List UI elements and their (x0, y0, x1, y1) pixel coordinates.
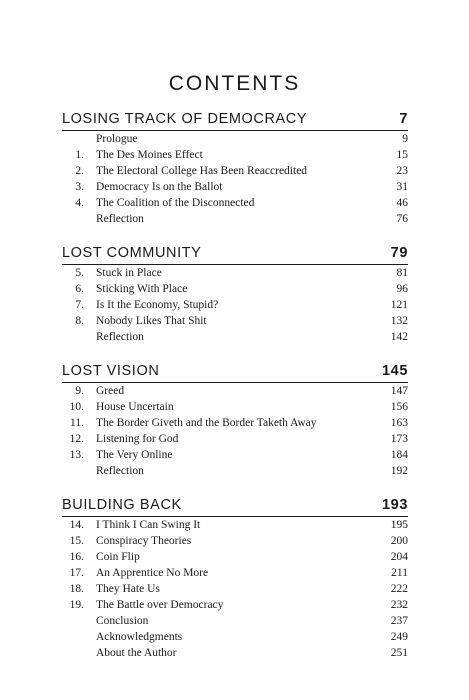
toc-entry (62, 549, 408, 565)
toc-entry (62, 147, 408, 163)
chapter-page-number: 251 (390, 647, 408, 659)
chapter-number: 2. (75, 165, 84, 177)
chapter-number: 10. (69, 401, 84, 413)
toc-part (62, 362, 408, 479)
chapter-title: Is It the Economy, Stupid? (96, 299, 219, 311)
toc-entry (62, 383, 408, 399)
chapter-title: The Battle over Democracy (96, 599, 224, 611)
chapter-page-number: 156 (390, 401, 408, 413)
chapter-title: I Think I Can Swing It (96, 519, 201, 531)
chapter-number: 11. (70, 417, 84, 429)
chapter-number: 7. (75, 299, 84, 311)
part-page-number: 7 (399, 111, 408, 127)
chapter-number: 17. (69, 567, 84, 579)
chapter-number: 14. (69, 519, 84, 531)
part-heading (62, 244, 408, 265)
chapter-page-number: 222 (390, 583, 408, 595)
chapter-title: The Border Giveth and the Border Taketh Away (96, 417, 317, 429)
chapter-title: Reflection (96, 331, 144, 343)
toc-entry (62, 581, 408, 597)
chapter-page-number: 9 (402, 133, 408, 145)
chapter-title: Listening for God (96, 433, 179, 445)
toc-entry (62, 431, 408, 447)
chapter-page-number: 237 (390, 615, 408, 627)
toc-entry (62, 533, 408, 549)
chapter-page-number: 173 (390, 433, 408, 445)
chapter-page-number: 195 (390, 519, 408, 531)
chapter-number: 19. (69, 599, 84, 611)
toc-entry (62, 313, 408, 329)
chapter-page-number: 15 (396, 149, 408, 161)
part-heading (62, 362, 408, 383)
toc-entry (62, 297, 408, 313)
chapter-number: 16. (69, 551, 84, 563)
part-title: LOSING TRACK OF DEMOCRACY (62, 111, 308, 127)
toc-entry (62, 265, 408, 281)
chapter-title: Sticking With Place (96, 283, 188, 295)
toc-entry (62, 179, 408, 195)
toc-entry (62, 565, 408, 581)
toc-entry (62, 329, 408, 345)
chapter-title: Coin Flip (96, 551, 140, 563)
part-title: LOST VISION (62, 363, 160, 379)
chapter-title: Acknowledgments (96, 631, 183, 643)
toc-entry (62, 163, 408, 179)
chapter-number: 12. (69, 433, 84, 445)
part-heading (62, 496, 408, 517)
part-heading (62, 110, 408, 131)
chapter-page-number: 76 (396, 213, 408, 225)
chapter-title: An Apprentice No More (96, 567, 209, 579)
chapter-page-number: 23 (396, 165, 408, 177)
chapter-page-number: 200 (390, 535, 408, 547)
chapter-number: 15. (69, 535, 84, 547)
part-page-number: 79 (390, 245, 408, 261)
chapter-page-number: 163 (390, 417, 408, 429)
toc-entry (62, 399, 408, 415)
chapter-title: Reflection (96, 465, 144, 477)
chapter-number: 8. (75, 315, 84, 327)
part-page-number: 193 (382, 497, 408, 513)
toc-entry (62, 629, 408, 645)
toc-entry (62, 131, 408, 147)
toc-entry (62, 195, 408, 211)
toc-entry (62, 281, 408, 297)
chapter-title: The Electoral College Has Been Reaccredited (96, 165, 308, 177)
chapter-page-number: 46 (396, 197, 408, 209)
chapter-page-number: 132 (390, 315, 408, 327)
chapter-number: 3. (75, 181, 84, 193)
chapter-number: 9. (75, 385, 84, 397)
toc-part (62, 110, 408, 227)
part-title: LOST COMMUNITY (62, 245, 202, 261)
chapter-page-number: 31 (396, 181, 408, 193)
chapter-title: Prologue (96, 133, 138, 145)
chapter-title: Conclusion (96, 615, 149, 627)
chapter-title: The Coalition of the Disconnected (96, 197, 255, 209)
chapter-page-number: 121 (390, 299, 408, 311)
chapter-number: 18. (69, 583, 84, 595)
toc-entry (62, 415, 408, 431)
toc-entry (62, 645, 408, 661)
chapter-number: 5. (75, 267, 84, 279)
toc-entry (62, 597, 408, 613)
chapter-number: 4. (75, 197, 84, 209)
toc-entry (62, 211, 408, 227)
part-title: BUILDING BACK (62, 497, 182, 513)
chapter-page-number: 204 (390, 551, 408, 563)
chapter-title: Democracy Is on the Ballot (96, 181, 223, 193)
chapter-title: Conspiracy Theories (96, 535, 192, 547)
toc-entry (62, 517, 408, 533)
toc-part (62, 244, 408, 345)
chapter-page-number: 81 (396, 267, 408, 279)
chapter-number: 6. (75, 283, 84, 295)
chapter-page-number: 192 (390, 465, 408, 477)
chapter-page-number: 211 (391, 567, 408, 579)
chapter-title: Greed (96, 385, 125, 397)
chapter-number: 13. (69, 449, 84, 461)
chapter-number: 1. (75, 149, 84, 161)
toc-part (62, 496, 408, 661)
page-title: CONTENTS (168, 72, 301, 95)
toc-entry (62, 613, 408, 629)
table-of-contents (62, 110, 408, 678)
part-page-number: 145 (382, 363, 408, 379)
chapter-page-number: 147 (390, 385, 408, 397)
chapter-title: Nobody Likes That Shit (96, 315, 207, 327)
chapter-title: Stuck in Place (96, 267, 162, 279)
chapter-page-number: 249 (390, 631, 408, 643)
chapter-title: The Des Moines Effect (96, 149, 203, 161)
chapter-page-number: 142 (390, 331, 408, 343)
chapter-page-number: 96 (396, 283, 408, 295)
chapter-title: They Hate Us (96, 583, 160, 595)
chapter-page-number: 232 (390, 599, 408, 611)
toc-entry (62, 447, 408, 463)
chapter-title: About the Author (96, 647, 177, 659)
chapter-page-number: 184 (390, 449, 408, 461)
chapter-title: House Uncertain (96, 401, 174, 413)
chapter-title: Reflection (96, 213, 144, 225)
toc-entry (62, 463, 408, 479)
chapter-title: The Very Online (96, 449, 173, 461)
